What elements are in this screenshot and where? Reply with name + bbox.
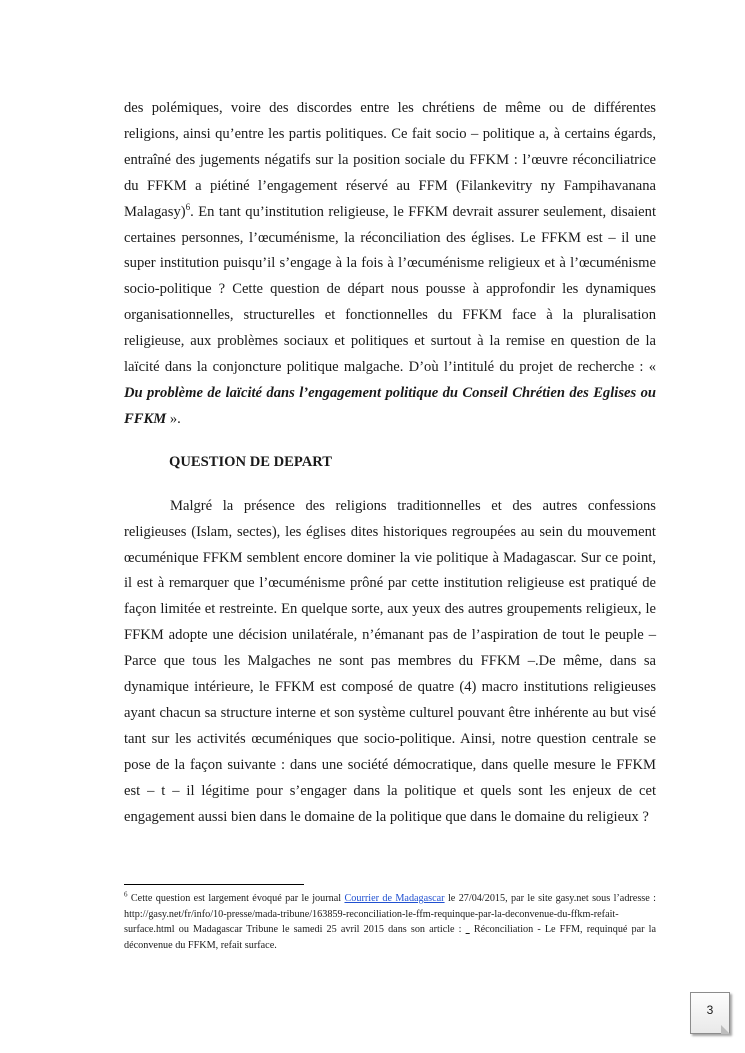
footnote-link-courrier[interactable]: Courrier de Madagascar [344, 893, 445, 904]
footnote-separator [124, 884, 304, 885]
research-title: Du problème de laïcité dans l’engagement politique du Conseil Chrétien des Eglises ou FFKM [124, 384, 656, 427]
paragraph-question: Malgré la présence des religions traditionnelles et des autres confessions religieuses (Islam, sectes), les églises dites historiques regroupées au sein du mouvement œcuménique FFKM semblent encore dominer la vie politique à Madagascar. Sur ce point, il est à remarquer que l’œcuménisme prôné par cette institution religieuse est pratiqué de façon limitée et restreinte. En quelque sorte, aux yeux des autres groupements religieux, le FFKM adopte une décision unilatérale, n’émanant pas de l’aspiration de tout le peuple – Parce que tous les Malgaches ne sont pas membres du FFKM –.De même, dans sa dynamique intérieure, le FFKM est composé de quatre (4) macro institutions religieuses ayant chacun sa structure interne et son système culturel pouvant être inhérente au but visé tant sur les activités œcuméniques que socio-politique. Ainsi, notre question centrale se pose de la façon suivante : dans une société démocratique, dans quelle mesure le FFKM est – t – il légitime pour s’engager dans la politique et quels sont les enjeux de cet engagement aussi bien dans le domaine de la politique que dans le domaine du religieux ? [124, 497, 656, 825]
paragraph-text: des polémiques, voire des discordes entre les chrétiens de même ou de différentes religions, ainsi qu’entre les partis politiques. Ce fait socio – politique a, à certains égards, entraîné des jugements négatifs sur la position sociale du FFKM : l’œuvre réconciliatrice du FFKM a piétiné l’engagement réservé au FFM (Filankevitry ny Fampihavanana Malagasy) [124, 100, 656, 220]
footnote-text: Cette question est largement évoqué par le journal [127, 893, 345, 904]
footnote-reference: 6 [185, 201, 191, 212]
page-fold-corner [721, 1025, 730, 1034]
paragraph-introduction [124, 96, 656, 433]
footnote-text: Réconciliation - Le FFM, requinqué par la déconvenue du FFKM, refait surface. [124, 924, 657, 952]
footnote [124, 891, 656, 954]
footnote-number: 6 [124, 890, 128, 899]
page-number-box [690, 992, 730, 1034]
document-body [124, 96, 656, 830]
page-number: 3 [706, 1003, 714, 1017]
footnote-text: le 27/04/2015, par le site gasy.net sous l’adresse : http://gasy.net/fr/info/10-presse/mada-tribune/163859-reconciliation-le-ffm-requinque-par-la-deconvenue-du-ffkm-refait-surface.html ou Madagascar Tribune le samedi 25 avril 2015 dans son article : [124, 893, 656, 936]
paragraph-text: ». [166, 410, 181, 427]
section-heading: QUESTION DE DEPART [169, 453, 333, 470]
paragraph-text: . En tant qu’institution religieuse, le FFKM devrait assurer seulement, disaient certaines personnes, l’œcuménisme, la réconciliation des églises. Le FFKM est – il une super institution puisqu’il s’engage à la fois à l’œcuménisme religieux et à l’œcuménisme socio-politique ? Cette question de départ nous pousse à approfondir les dynamiques organisationnelles, structurelles et fonctionnelles du FFKM face à la pluralisation religieuse, aux problèmes sociaux et politiques et surtout à la remise en question de la laïcité dans la conjoncture politique malgache. D’où l’intitulé du projet de recherche : « [124, 203, 656, 376]
